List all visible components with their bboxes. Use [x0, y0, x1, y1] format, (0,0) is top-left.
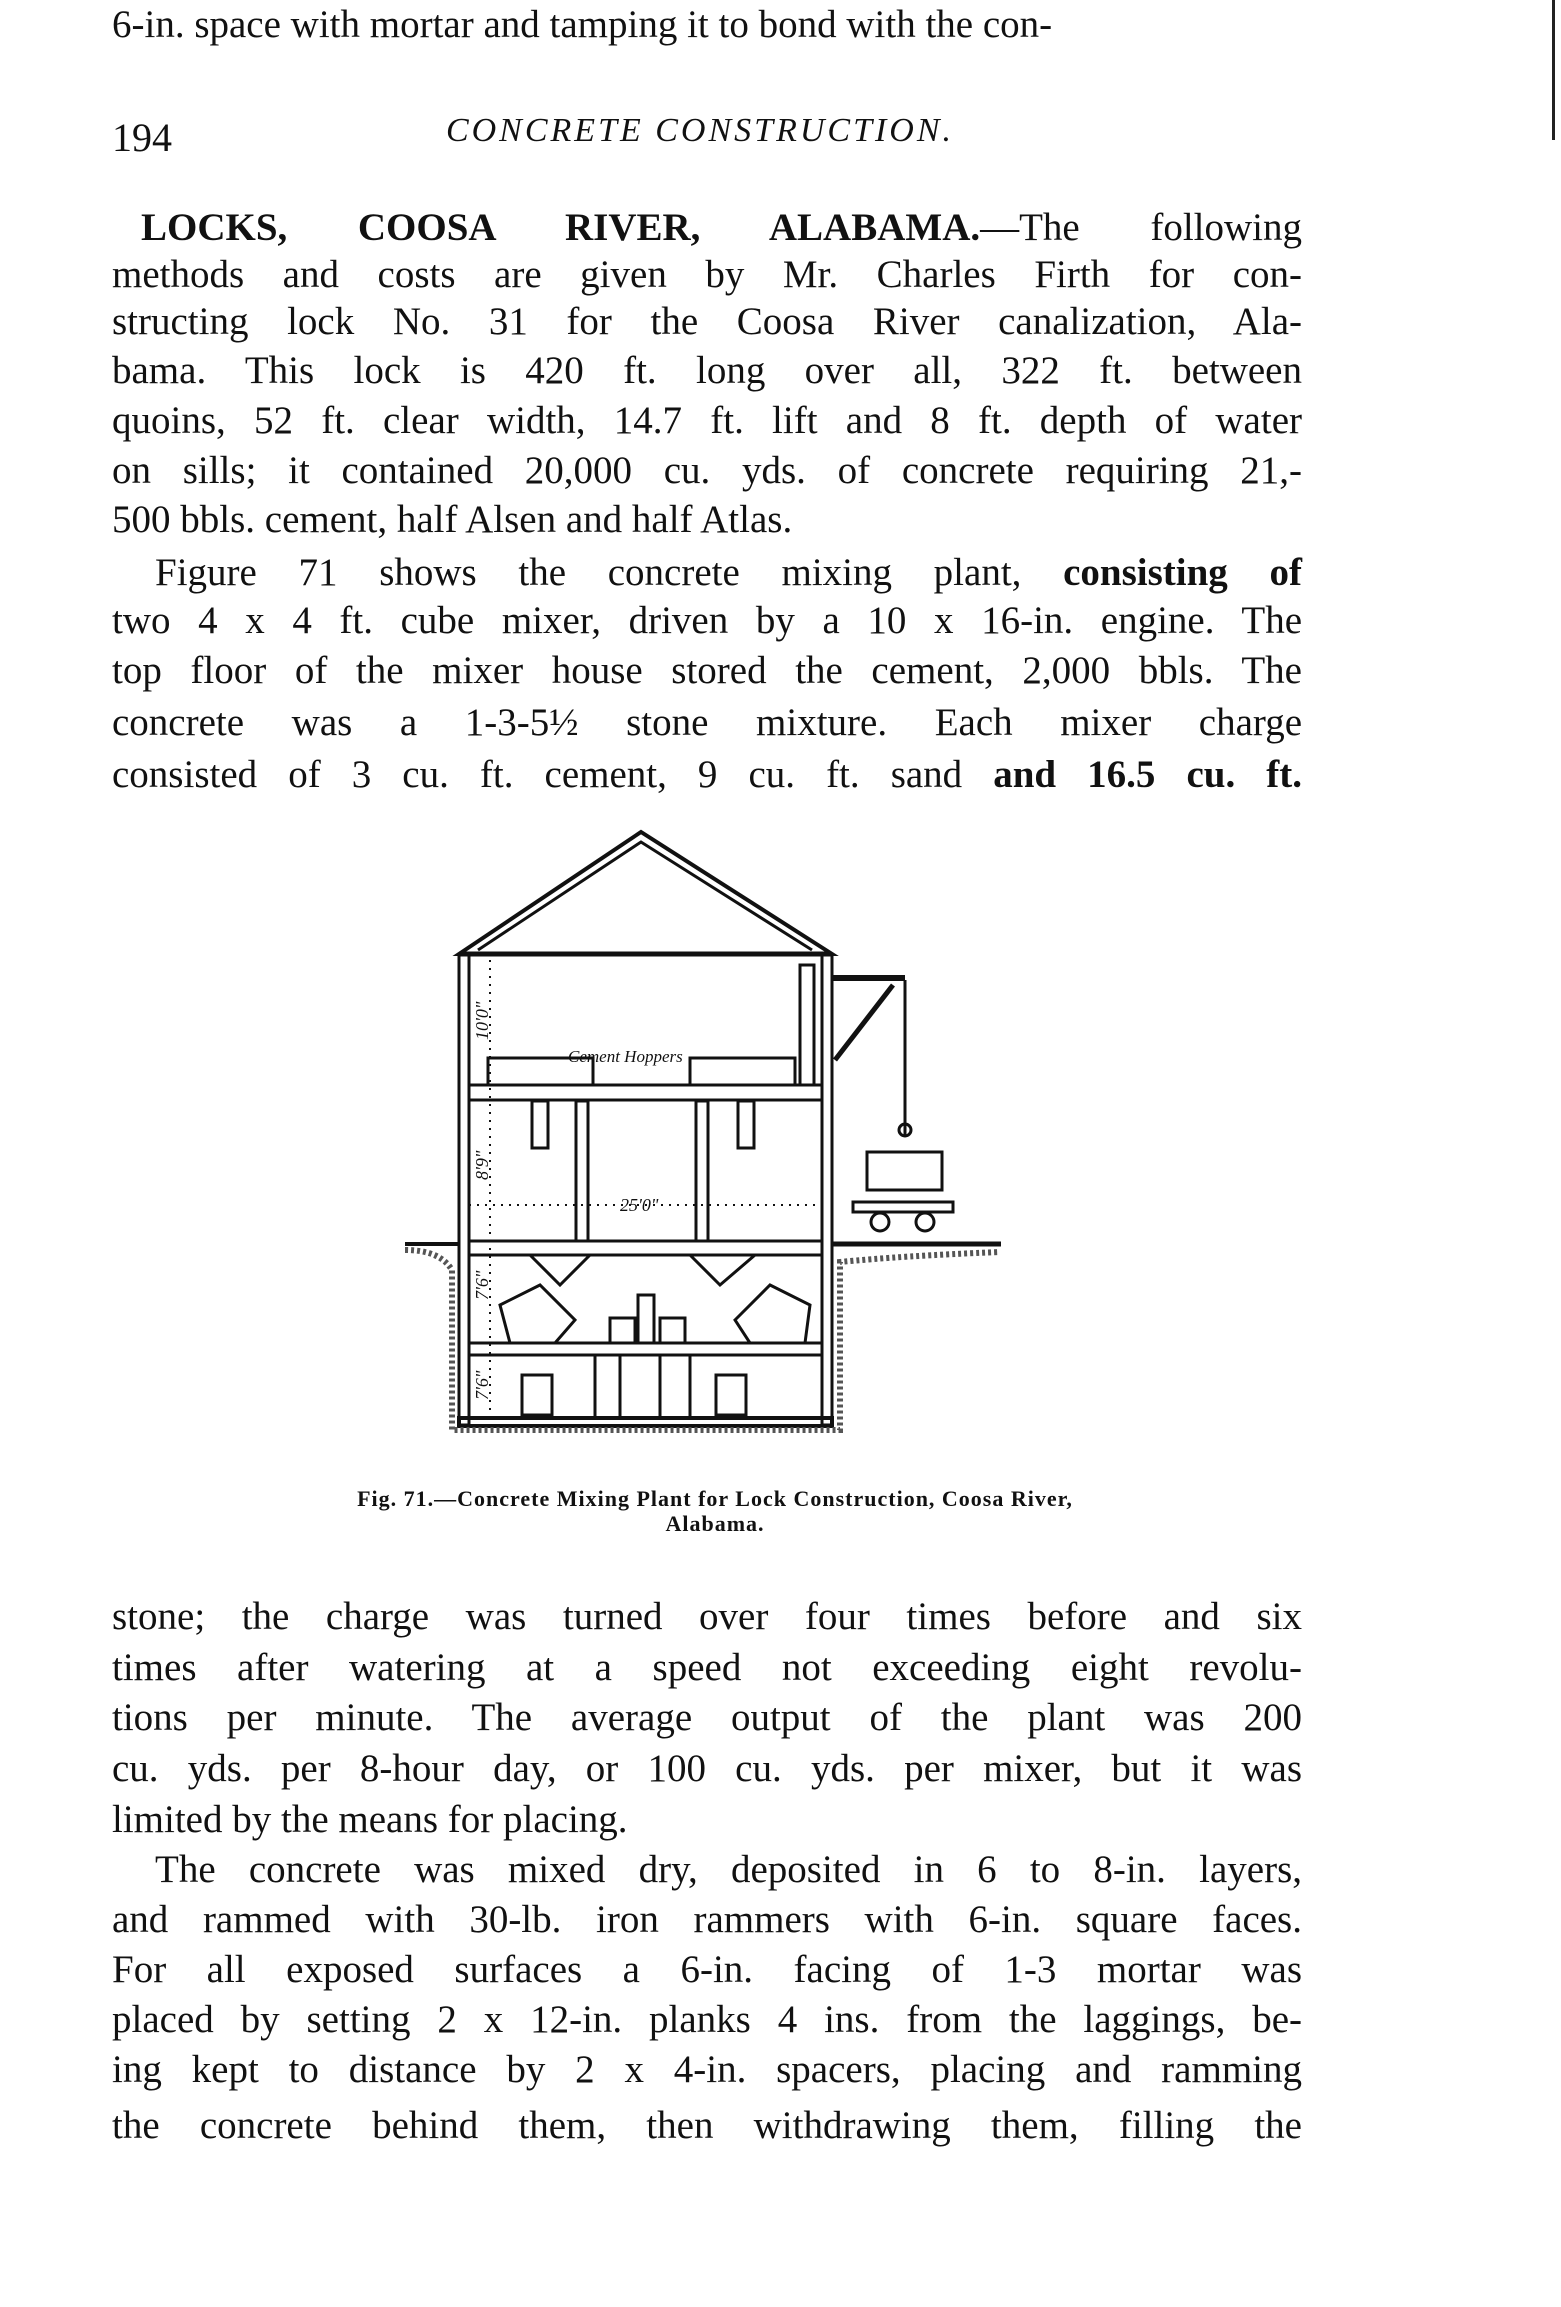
- figure-caption-cont: Alabama.: [665, 1511, 765, 1536]
- text-run: methods and costs are given by Mr. Charles Firth for con-: [112, 253, 1302, 296]
- label-cement-hoppers: Cement Hoppers: [568, 1047, 683, 1066]
- bucket-car-left: [522, 1375, 552, 1415]
- bold-text: consisting of: [1063, 551, 1302, 594]
- page-number: 194: [112, 115, 172, 160]
- lower-hopper-right: [690, 1255, 755, 1285]
- rail-car-wheel: [916, 1213, 934, 1231]
- text-run: quoins, 52 ft. clear width, 14.7 ft. lift and 8 ft. depth of water: [112, 399, 1302, 442]
- text-line: [112, 1995, 1302, 2045]
- cement-hopper-right: [690, 1058, 795, 1085]
- text-line: [112, 2101, 1302, 2151]
- rail-car-wheel: [871, 1213, 889, 1231]
- text-line: [112, 1744, 1302, 1794]
- text-run: placed by setting 2 x 12-in. planks 4 ins. from the laggings, be-: [112, 1998, 1302, 2041]
- earth-hatching: [405, 1250, 1000, 1430]
- hopper-chute-right: [738, 1101, 754, 1148]
- mixer-right: [735, 1285, 810, 1343]
- text-run: top floor of the mixer house stored the cement, 2,000 bbls. The: [112, 649, 1302, 692]
- text-line: [112, 1643, 1302, 1693]
- rail-car-deck: [853, 1202, 953, 1212]
- text-run: 500 bbls. cement, half Alsen and half Atlas.: [112, 498, 793, 541]
- running-title: CONCRETE CONSTRUCTION.: [445, 112, 955, 149]
- text-run: on sills; it contained 20,000 cu. yds. of concrete requiring 21,-: [112, 449, 1302, 492]
- text-run: ing kept to distance by 2 x 4-in. spacers, placing and ramming: [112, 2048, 1302, 2091]
- roof-inner: [478, 842, 812, 950]
- base-slab: [459, 1418, 832, 1426]
- text-line: [112, 1795, 1302, 1845]
- text-run: the concrete behind them, then withdrawing them, filling the: [112, 2104, 1302, 2147]
- bold-text: LOCKS, COOSA RIVER, ALABAMA.: [141, 206, 981, 249]
- text-line: [112, 1693, 1302, 1743]
- engine-left: [610, 1318, 635, 1343]
- floor-2: [469, 1241, 822, 1255]
- text-run: cu. yds. per 8-hour day, or 100 cu. yds. per mixer, but it was: [112, 1747, 1302, 1790]
- lower-hopper-left: [530, 1255, 590, 1285]
- text-run: —The following: [980, 206, 1302, 249]
- text-run: concrete was a 1-3-5½ stone mixture. Each mixer charge: [112, 701, 1302, 744]
- text-line: [112, 1592, 1302, 1642]
- rail-car-body: [867, 1152, 942, 1190]
- text-line: [112, 1945, 1302, 1995]
- roof: [459, 832, 832, 954]
- text-line: [112, 1895, 1302, 1945]
- column-right: [696, 1101, 708, 1241]
- text-line: [155, 1845, 1302, 1895]
- text-run: two 4 x 4 ft. cube mixer, driven by a 10 x 16-in. engine. The: [112, 599, 1302, 642]
- text-run: structing lock No. 31 for the Coosa River canalization, Ala-: [112, 300, 1302, 343]
- bucket-car-right: [716, 1375, 746, 1415]
- text-run: stone; the charge was turned over four times before and six: [112, 1595, 1302, 1638]
- text-run: limited by the means for placing.: [112, 1798, 628, 1841]
- engine-flywheel: [638, 1295, 654, 1343]
- text-run: tions per minute. The average output of the plant was 200: [112, 1696, 1302, 1739]
- text-run: The concrete was mixed dry, deposited in 6 to 8-in. layers,: [155, 1848, 1302, 1891]
- text-run: 6-in. space with mortar and tamping it to bond with the con-: [112, 3, 1053, 46]
- figure-caption: Fig. 71.—Concrete Mixing Plant for Lock Construction, Coosa River,: [357, 1486, 1073, 1511]
- mixer-left: [500, 1285, 575, 1343]
- text-run: and rammed with 30-lb. iron rammers with 6-in. square faces.: [112, 1898, 1302, 1941]
- right-post: [800, 965, 814, 1085]
- crane-brace: [835, 985, 893, 1060]
- text-run: times after watering at a speed not exceeding eight revolu-: [112, 1646, 1302, 1689]
- text-run: For all exposed surfaces a 6-in. facing of 1-3 mortar was: [112, 1948, 1302, 1991]
- lower-columns: [595, 1355, 690, 1418]
- column-left: [576, 1101, 588, 1241]
- dim-label-mid: 8'9": [472, 1150, 492, 1180]
- text-run: consisted of 3 cu. ft. cement, 9 cu. ft. sand: [112, 753, 994, 796]
- bold-text: and 16.5 cu. ft.: [993, 753, 1302, 796]
- dim-label-width: 25'0": [620, 1195, 659, 1215]
- text-run: bama. This lock is 420 ft. long over all, 322 ft. between: [112, 349, 1302, 392]
- dim-label-top: 10'0": [472, 1001, 492, 1040]
- text-line: [112, 0, 1302, 50]
- engine-right: [660, 1318, 685, 1343]
- text-run: Figure 71 shows the concrete mixing plant,: [155, 551, 1064, 594]
- floor-1: [469, 1085, 822, 1100]
- dim-label-bottom: 7'6": [472, 1370, 492, 1400]
- dim-label-lower: 7'6": [472, 1270, 492, 1300]
- floor-3: [469, 1343, 822, 1355]
- text-line: [112, 2045, 1302, 2095]
- hopper-chute-left: [532, 1101, 548, 1148]
